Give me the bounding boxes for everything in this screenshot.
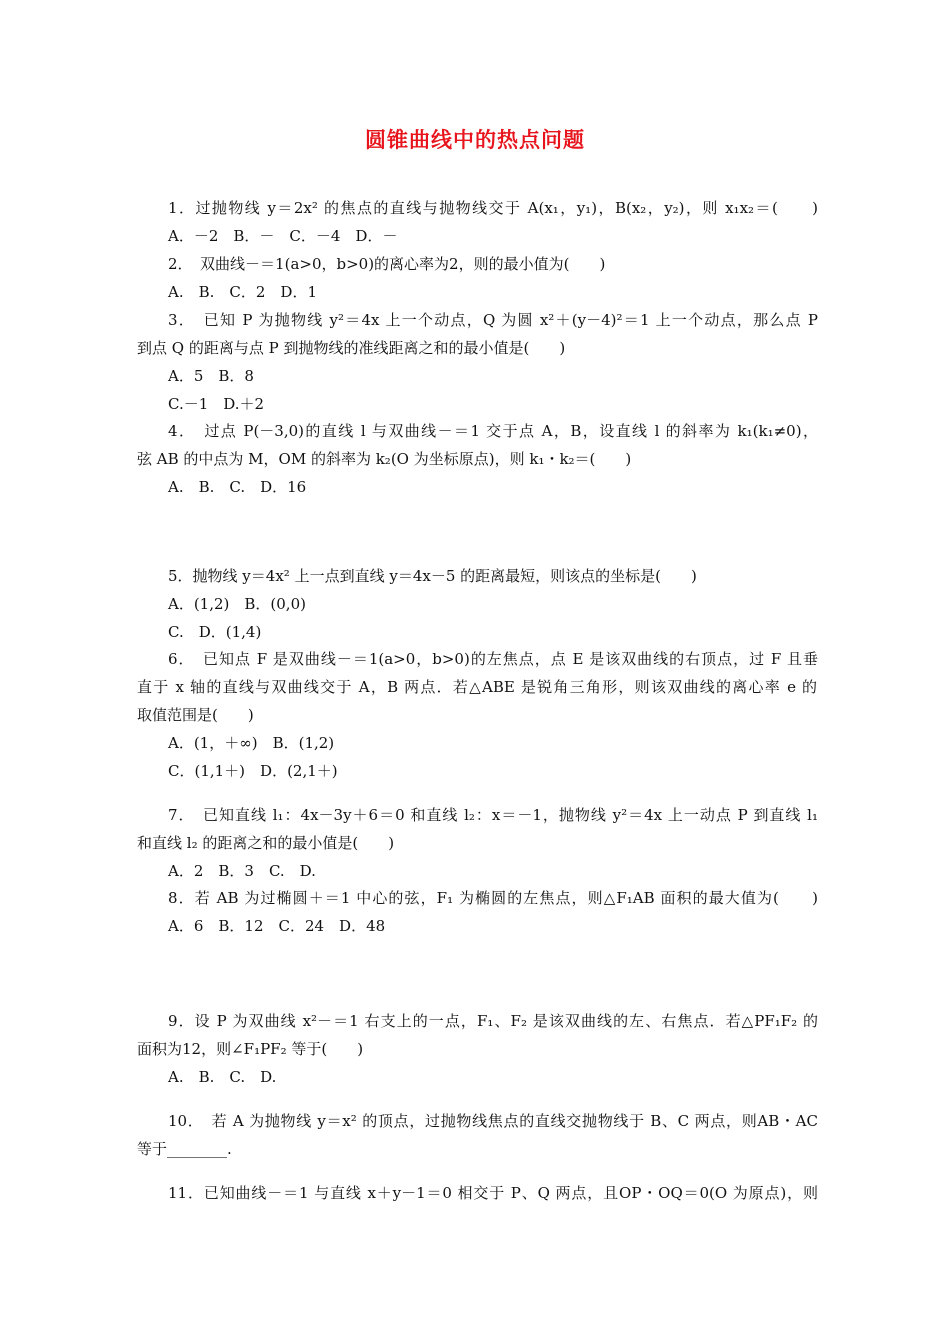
problem-3-line-1: 3． 已知 P 为抛物线 y²＝4x 上一个动点，Q 为圆 x²＋(y－4)²＝1 上一个动点，那么点 P bbox=[168, 311, 818, 329]
problem-10-line-2: 等于________. bbox=[137, 1140, 232, 1158]
document-title: 圆锥曲线中的热点问题 bbox=[365, 128, 585, 152]
problem-10-line-1: 10． 若 A 为抛物线 y＝x² 的顶点，过抛物线焦点的直线交抛物线于 B、C 两点，则AB・AC bbox=[168, 1112, 818, 1130]
problem-3-options-a: A．5 B．8 bbox=[168, 367, 254, 385]
problem-3-options-b: C.－1 D.＋2 bbox=[168, 395, 265, 413]
problem-9-options: A. B. C. D. bbox=[168, 1068, 277, 1086]
problem-2-options: A. B. C．2 D．1 bbox=[168, 283, 317, 301]
problem-5-line-1: 5．抛物线 y＝4x² 上一点到直线 y＝4x－5 的距离最短，则该点的坐标是( ) bbox=[168, 567, 697, 585]
problem-6-options-a: A．(1，＋∞) B．(1,2) bbox=[168, 734, 335, 752]
problem-8-line-1: 8．若 AB 为过椭圆＋＝1 中心的弦，F₁ 为椭圆的左焦点，则△F₁AB 面积的最大值为( ) bbox=[168, 889, 818, 907]
problem-6-line-2: 直于 x 轴的直线与双曲线交于 A，B 两点．若△ABE 是锐角三角形，则该双曲线的离心率 e 的 bbox=[137, 678, 817, 696]
problem-11-line-1: 11．已知曲线－＝1 与直线 x＋y－1＝0 相交于 P、Q 两点，且OP・OQ＝0(O 为原点)，则 bbox=[168, 1184, 818, 1202]
problem-7-line-1: 7． 已知直线 l₁：4x－3y＋6＝0 和直线 l₂：x＝－1，抛物线 y²＝4x 上一动点 P 到直线 l₁ bbox=[168, 806, 818, 824]
problem-6-options-b: C．(1,1＋) D．(2,1＋) bbox=[168, 762, 338, 780]
problem-9-line-1: 9．设 P 为双曲线 x²－＝1 右支上的一点，F₁、F₂ 是该双曲线的左、右焦点．若△PF₁F₂ 的 bbox=[168, 1012, 818, 1030]
problem-4-line-1: 4． 过点 P(－3,0)的直线 l 与双曲线－＝1 交于点 A，B，设直线 l 的斜率为 k₁(k₁≠0)， bbox=[168, 422, 818, 440]
problem-4-options: A. B. C. D．16 bbox=[168, 478, 307, 496]
problem-8-options: A．6 B．12 C．24 D．48 bbox=[168, 917, 386, 935]
problem-6-line-1: 6． 已知点 F 是双曲线－＝1(a>0，b>0)的左焦点，点 E 是该双曲线的右顶点，过 F 且垂 bbox=[168, 650, 818, 668]
problem-7-line-2: 和直线 l₂ 的距离之和的最小值是( ) bbox=[137, 834, 395, 852]
problem-4-line-2: 弦 AB 的中点为 M，OM 的斜率为 k₂(O 为坐标原点)，则 k₁・k₂＝( ) bbox=[137, 450, 632, 468]
problem-5-options-a: A．(1,2) B．(0,0) bbox=[168, 595, 306, 613]
problem-3-line-2: 到点 Q 的距离与点 P 到抛物线的准线距离之和的最小值是( ) bbox=[137, 339, 566, 357]
problem-1-options: A．－2 B．－ C．－4 D．－ bbox=[168, 227, 398, 245]
problem-1-line-1: 1．过抛物线 y＝2x² 的焦点的直线与抛物线交于 A(x₁，y₁)，B(x₂，y₂)，则 x₁x₂＝( ) bbox=[168, 199, 818, 217]
problem-2-line-1: 2． 双曲线－＝1(a>0，b>0)的离心率为2，则的最小值为( ) bbox=[168, 255, 606, 273]
problem-6-line-3: 取值范围是( ) bbox=[137, 706, 254, 724]
problem-9-line-2: 面积为12，则∠F₁PF₂ 等于( ) bbox=[137, 1040, 364, 1058]
problem-7-options: A．2 B．3 C. D. bbox=[168, 862, 316, 880]
problem-5-options-b: C. D．(1,4) bbox=[168, 623, 262, 641]
